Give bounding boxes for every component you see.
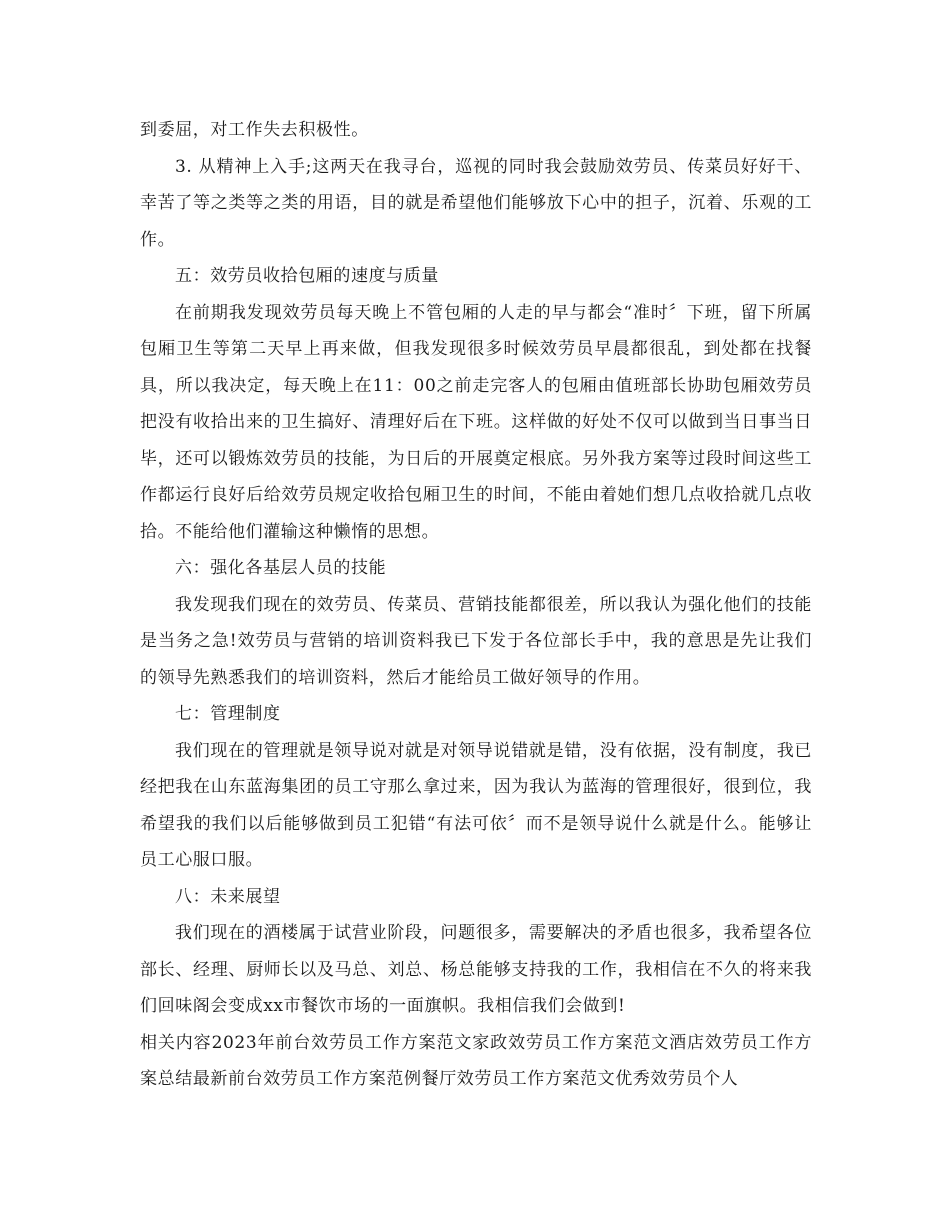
section-heading-8: 八：未来展望 [175,886,281,907]
paragraph-continuation: 到委屈，对工作失去积极性。 [140,120,369,140]
document-page [140,112,812,1098]
paragraph-section-6: 我发现我们现在的效劳员、传菜员、营销技能都很差，所以我认为强化他们的技能是当务之急!效劳员与营销的培训资料我已下发于各位部长手中，我的意思是先让我们的领导先熟悉我们的培训资料，然后才能给员工做好领导的作用。 [140,594,812,688]
paragraph-section-7: 我们现在的管理就是领导说对就是对领导说错就是错，没有依据，没有制度，我已经把我在山东蓝海集团的员工守那么拿过来，因为我认为蓝海的管理很好，很到位，我希望我的我们以后能够做到员工犯错“有法可依〞而不是领导说什么就是什么。能够让员工心服口服。 [140,740,812,870]
related-content: 相关内容2023年前台效劳员工作方案范文家政效劳员工作方案范文酒店效劳员工作方案总结最新前台效劳员工作方案范例餐厅效劳员工作方案范文优秀效劳员个人 [140,1032,812,1089]
section-heading-7: 七：管理制度 [175,704,281,724]
section-heading-5: 五：效劳员收拾包厢的速度与质量 [175,266,439,286]
paragraph-section-5: 在前期我发现效劳员每天晚上不管包厢的人走的早与都会“准时〞下班，留下所属包厢卫生等第二天早上再来做，但我发现很多时候效劳员早晨都很乱，到处都在找餐具，所以我决定，每天晚上在11：00之前走完客人的包厢由值班部长协助包厢效劳员把没有收拾出来的卫生搞好、清理好后在下班。这样做的好处不仅可以做到当日事当日毕，还可以锻炼效劳员的技能，为日后的开展奠定根底。另外我方案等过段时间这些工作都运行良好后给效劳员规定收拾包厢卫生的时间，不能由着她们想几点收拾就几点收拾。不能给他们灌输这种懒惰的思想。 [140,302,812,542]
section-heading-6: 六：强化各基层人员的技能 [175,558,387,578]
paragraph-point-3: 3. 从精神上入手;这两天在我寻台，巡视的同时我会鼓励效劳员、传菜员好好干、幸苦了等之类等之类的用语，目的就是希望他们能够放下心中的担子，沉着、乐观的工作。 [140,156,812,250]
paragraph-section-8: 我们现在的酒楼属于试营业阶段，问题很多，需要解决的矛盾也很多，我希望各位部长、经理、厨师长以及马总、刘总、杨总能够支持我的工作，我相信在不久的将来我们回味阁会变成xx市餐饮市场的一面旗帜。我相信我们会做到! [140,923,812,1016]
